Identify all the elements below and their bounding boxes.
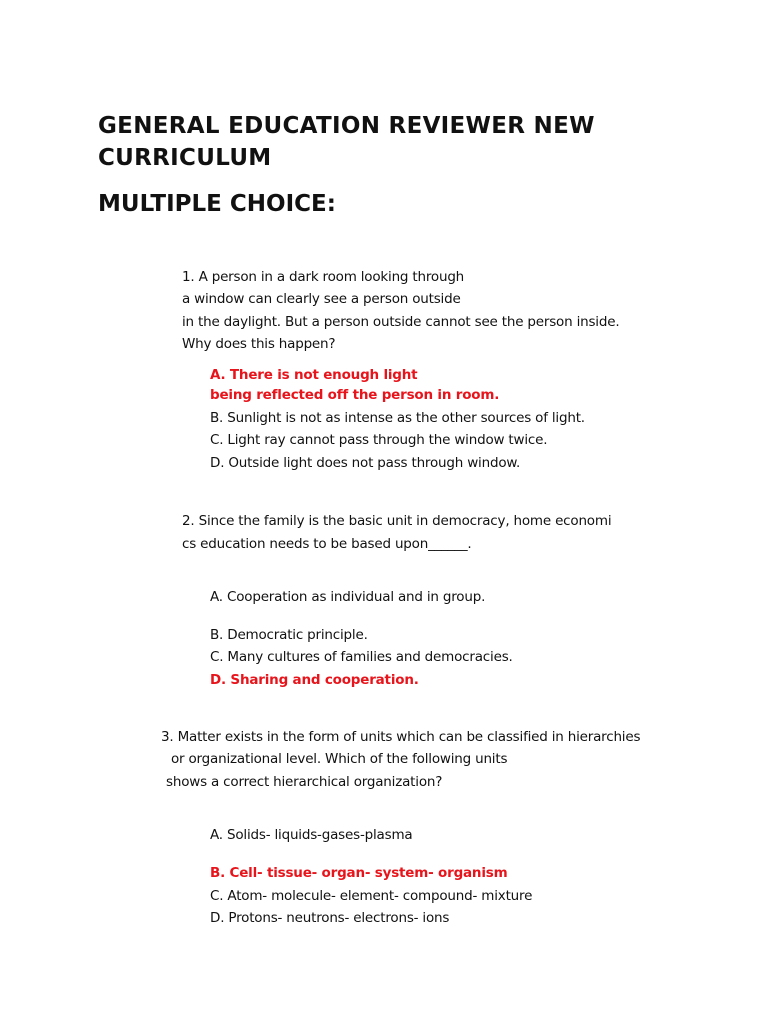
question-3-stem-line: 3. Matter exists in the form of units which can be classified in hierarchies — [161, 729, 641, 745]
question-1-stem-line: in the daylight. But a person outside cannot see the person inside. — [182, 314, 620, 330]
question-1-choice-d: D. Outside light does not pass through window. — [210, 455, 521, 471]
question-2-choice-c: C. Many cultures of families and democracies. — [210, 649, 513, 665]
question-3-choice-d: D. Protons- neutrons- electrons- ions — [210, 910, 450, 926]
question-3-stem-line: or organizational level. Which of the following units — [171, 751, 508, 767]
document-title: GENERAL EDUCATION REVIEWER NEW CURRICULUM — [98, 113, 595, 171]
question-3-stem-line: shows a correct hierarchical organization? — [166, 774, 443, 790]
question-3-choice-c: C. Atom- molecule- element- compound- mixture — [210, 888, 533, 904]
question-1-choice-a-correct: A. There is not enough light — [210, 367, 418, 383]
question-2-choice-b: B. Democratic principle. — [210, 627, 368, 643]
question-1-choice-a-correct: being reflected off the person in room. — [210, 387, 500, 403]
question-3-choice-a: A. Solids- liquids-gases-plasma — [210, 827, 413, 843]
question-1-choice-b: B. Sunlight is not as intense as the other sources of light. — [210, 410, 585, 426]
question-3-choice-b-correct: B. Cell- tissue- organ- system- organism — [210, 865, 508, 881]
section-heading: MULTIPLE CHOICE: — [98, 191, 336, 217]
question-2-stem-line: cs education needs to be based upon______. — [182, 536, 472, 552]
question-1-stem-line: Why does this happen? — [182, 336, 336, 352]
question-1-stem-line: a window can clearly see a person outside — [182, 291, 461, 307]
question-1-choice-c: C. Light ray cannot pass through the window twice. — [210, 432, 548, 448]
question-2-choice-d-correct: D. Sharing and cooperation. — [210, 672, 419, 688]
question-2-choice-a: A. Cooperation as individual and in group. — [210, 589, 486, 605]
question-1-stem-line: 1. A person in a dark room looking through — [182, 269, 465, 285]
question-2-stem-line: 2. Since the family is the basic unit in democracy, home economi — [182, 513, 612, 529]
